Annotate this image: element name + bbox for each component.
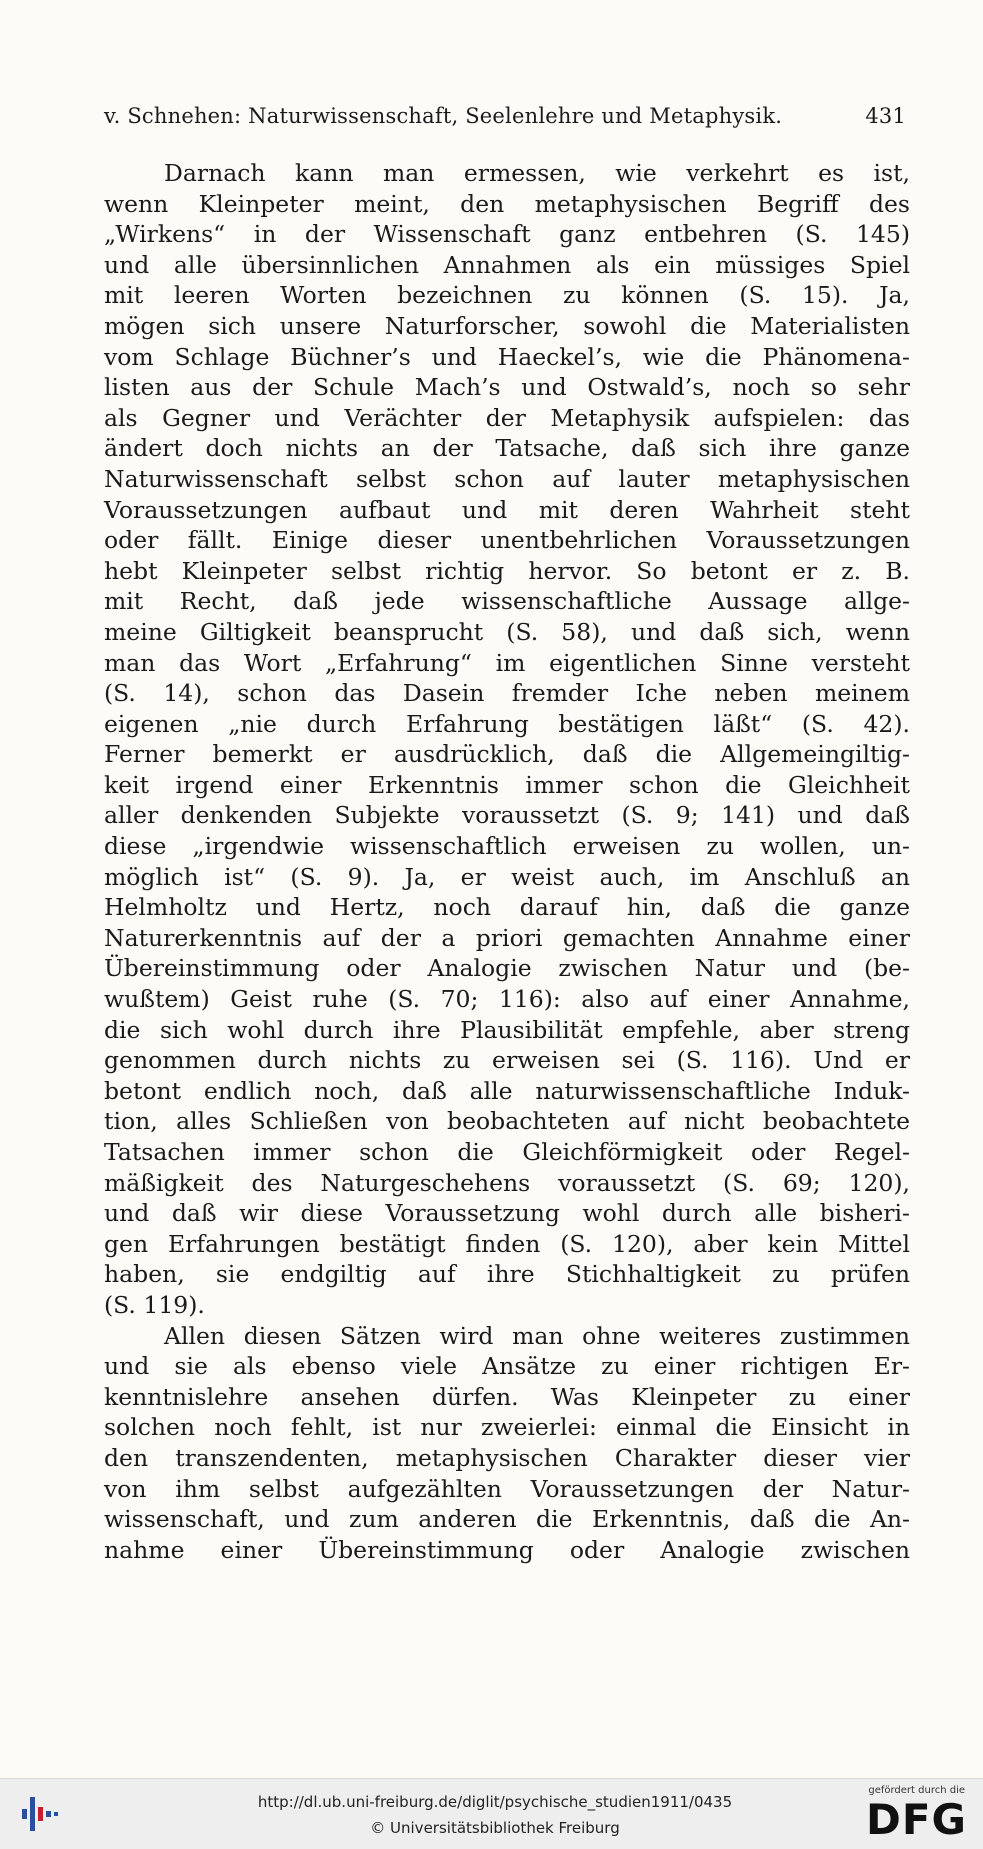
dfg-tagline: gefördert durch die	[868, 1785, 965, 1796]
text-line: den transzendenten, metaphysischen Charakter dieser vier	[104, 1443, 910, 1472]
text-line: Naturwissenschaft selbst schon auf lauter metaphysischen	[104, 464, 910, 493]
text-line: Tatsachen immer schon die Gleichförmigkeit oder Regel-	[104, 1138, 910, 1166]
viewer-footer	[0, 1778, 983, 1849]
permalink-url[interactable]: http://dl.ub.uni-freiburg.de/diglit/psychische_studien1911/0435	[257, 1793, 733, 1811]
text-line: von ihm selbst aufgezählten Voraussetzungen der Natur-	[104, 1474, 910, 1503]
text-line: wissenschaft, und zum anderen die Erkenntnis, daß die An-	[104, 1505, 910, 1534]
text-line: solchen noch fehlt, ist nur zweierlei: einmal die Einsicht in	[104, 1413, 910, 1442]
text-line: (S. 14), schon das Dasein fremder Iche neben meinem	[104, 679, 910, 708]
text-line: mit Recht, daß jede wissenschaftliche Aussage allge-	[104, 587, 910, 616]
text-line: wenn Kleinpeter meint, den metaphysischen Begriff des	[104, 189, 910, 218]
text-line: und daß wir diese Voraussetzung wohl durch alle bisheri-	[104, 1199, 910, 1228]
text-line: betont endlich noch, daß alle naturwissenschaftliche Induk-	[104, 1076, 910, 1105]
text-line: Übereinstimmung oder Analogie zwischen Natur und (be-	[104, 954, 910, 983]
text-line: ändert doch nichts an der Tatsache, daß sich ihre ganze	[104, 434, 910, 463]
text-line: genommen durch nichts zu erweisen sei (S. 116). Und er	[104, 1046, 910, 1075]
text-line: tion, alles Schließen von beobachteten auf nicht beobachtete	[104, 1107, 910, 1136]
text-line: und alle übersinnlichen Annahmen als ein müssiges Spiel	[104, 250, 910, 279]
running-title: v. Schnehen: Naturwissenschaft, Seelenlehre und Metaphysik.	[104, 104, 783, 128]
text-line: mögen sich unsere Naturforscher, sowohl die Materialisten	[104, 311, 910, 340]
text-line: haben, sie endgiltig auf ihre Stichhaltigkeit zu prüfen	[104, 1260, 910, 1289]
text-line: keit irgend einer Erkenntnis immer schon die Gleichheit	[104, 770, 910, 799]
text-line: nahme einer Übereinstimmung oder Analogie zwischen	[104, 1535, 910, 1564]
text-line: möglich ist“ (S. 9). Ja, er weist auch, im Anschluß an	[104, 862, 910, 891]
text-line: die sich wohl durch ihre Plausibilität empfehle, aber streng	[104, 1015, 910, 1044]
dfg-logo	[859, 1785, 969, 1845]
text-line: Naturerkenntnis auf der a priori gemachten Annahme einer	[104, 923, 910, 952]
running-head	[104, 104, 906, 140]
ub-freiburg-logo-icon	[16, 1791, 64, 1837]
text-line: mäßigkeit des Naturgeschehens voraussetzt (S. 69; 120),	[104, 1168, 910, 1197]
text-line: Helmholtz und Hertz, noch darauf hin, daß die ganze	[104, 893, 910, 922]
text-line: kenntnislehre ansehen dürfen. Was Kleinpeter zu einer	[104, 1382, 910, 1411]
text-line: aller denkenden Subjekte voraussetzt (S. 9; 141) und daß	[104, 801, 910, 830]
text-line: und sie als ebenso viele Ansätze zu einer richtigen Er-	[104, 1352, 910, 1381]
text-line: vom Schlage Büchner’s und Haeckel’s, wie die Phänomena-	[104, 342, 910, 371]
body-text	[104, 158, 910, 1565]
dfg-mark: DFG	[865, 1795, 967, 1844]
text-line: hebt Kleinpeter selbst richtig hervor. So betont er z. B.	[104, 556, 910, 585]
text-line: Allen diesen Sätzen wird man ohne weiteres zustimmen	[164, 1321, 910, 1350]
text-line: wußtem) Geist ruhe (S. 70; 116): also auf einer Annahme,	[104, 985, 910, 1014]
text-line: mit leeren Worten bezeichnen zu können (S. 15). Ja,	[104, 281, 910, 310]
text-line: Voraussetzungen aufbaut und mit deren Wahrheit steht	[104, 495, 910, 524]
copyright-notice: © Universitätsbibliothek Freiburg	[370, 1819, 620, 1837]
text-line: eigenen „nie durch Erfahrung bestätigen läßt“ (S. 42).	[104, 709, 910, 738]
text-line: Ferner bemerkt er ausdrücklich, daß die Allgemeingiltig-	[104, 740, 910, 769]
text-line: oder fällt. Einige dieser unentbehrlichen Voraussetzungen	[104, 526, 910, 555]
text-line: Darnach kann man ermessen, wie verkehrt es ist,	[164, 159, 910, 187]
page-number: 431	[865, 104, 906, 128]
text-line: meine Giltigkeit beansprucht (S. 58), und daß sich, wenn	[104, 617, 910, 646]
text-line: gen Erfahrungen bestätigt finden (S. 120), aber kein Mittel	[104, 1229, 910, 1258]
text-line: als Gegner und Verächter der Metaphysik aufspielen: das	[104, 403, 910, 432]
text-line: „Wirkens“ in der Wissenschaft ganz entbehren (S. 145)	[104, 220, 910, 249]
text-line: man das Wort „Erfahrung“ im eigentlichen Sinne versteht	[104, 648, 910, 677]
text-line: diese „irgendwie wissenschaftlich erweisen zu wollen, un-	[104, 832, 910, 861]
text-line: listen aus der Schule Mach’s und Ostwald’s, noch so sehr	[104, 373, 910, 402]
text-line: (S. 119).	[104, 1290, 205, 1319]
